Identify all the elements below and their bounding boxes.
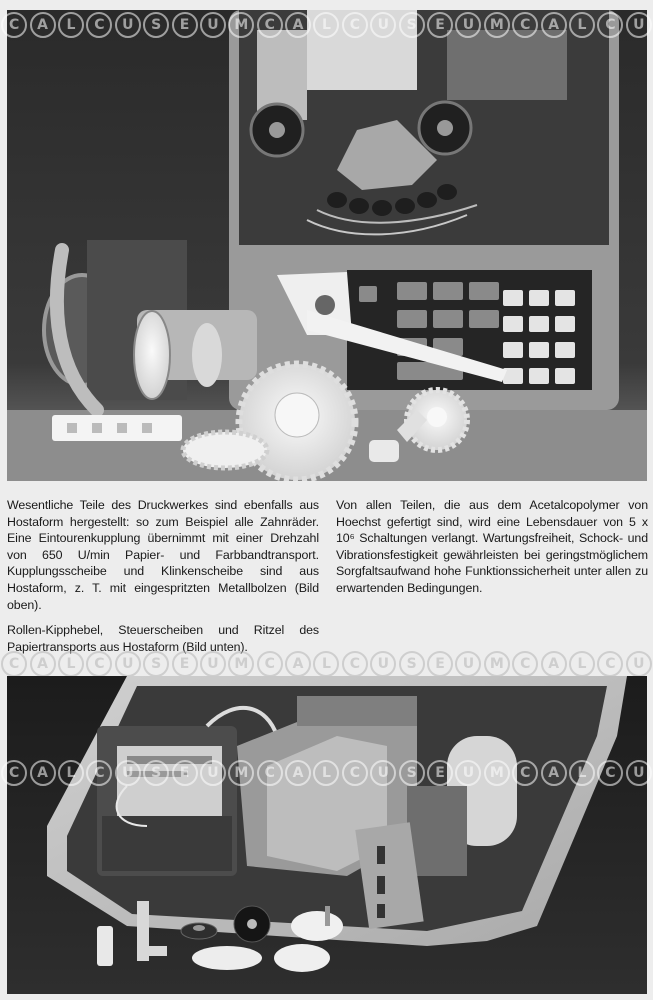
photo-printer-mechanism [7,10,647,481]
watermark-letter: M [228,760,254,786]
photo-calculator-interior [7,676,647,994]
watermark-letter: C [86,12,112,38]
watermark-letter: M [484,760,510,786]
watermark-letter: S [143,12,169,38]
watermark-letter: S [143,651,169,677]
watermark-letter: C [512,760,538,786]
watermark-letter: C [597,760,623,786]
watermark-letter: U [626,760,652,786]
watermark-letter: E [427,760,453,786]
watermark-letter: C [86,760,112,786]
watermark-letter: A [30,760,56,786]
text-column-left [7,497,319,664]
watermark-letter: U [455,651,481,677]
watermark-letter: A [285,651,311,677]
watermark-letter: U [370,760,396,786]
watermark-letter: U [200,12,226,38]
watermark-letter: U [370,651,396,677]
watermark-letter: U [626,651,652,677]
watermark-letter: U [115,651,141,677]
watermark-letter: E [172,12,198,38]
watermark-letter: L [569,651,595,677]
watermark-letter: A [30,12,56,38]
paragraph-papiertransport: Rollen-Kipphebel, Steuerscheiben und Ritzel des Papiertransports aus Hostaform (Bild unten). [7,623,319,654]
watermark-letter: U [115,760,141,786]
watermark-letter: E [172,760,198,786]
watermark-letter: U [370,12,396,38]
watermark-letter: L [58,760,84,786]
watermark-letter: U [200,651,226,677]
watermark-letter: L [313,651,339,677]
watermark-letter: A [285,760,311,786]
watermark-letter: C [257,760,283,786]
watermark-letter: L [569,760,595,786]
watermark-letter: C [512,12,538,38]
watermark-letter: U [455,760,481,786]
watermark-letter: A [541,760,567,786]
watermark-letter: C [1,12,27,38]
watermark-letter: C [342,651,368,677]
watermark-letter: C [1,760,27,786]
printer-mechanism-illustration [7,10,647,481]
watermark-letter: E [427,651,453,677]
watermark-letter: C [597,651,623,677]
watermark-letter: C [257,12,283,38]
calculator-interior-illustration [7,676,647,994]
watermark-letter: U [455,12,481,38]
watermark-letter: C [342,12,368,38]
watermark-letter: U [115,12,141,38]
watermark-letter: C [257,651,283,677]
watermark-letter: C [1,651,27,677]
watermark-letter: M [228,12,254,38]
watermark-letter: S [399,651,425,677]
paragraph-druckwerk: Wesentliche Teile des Druckwerkes sind ebenfalls aus Hostaform hergestellt: so zum Beispiel alle Zahnräder. Eine Eintourenkupplung übernimmt mit einer Drehzahl von 650 U/min Papier- und Farbbandtransport. Kupplungsscheibe und Klinkenscheibe sind aus Hostaform, z. T. mit eingespritzten Metallbolzen (Bild oben). [7,498,319,612]
watermark-letter: A [285,12,311,38]
watermark-letter: S [399,12,425,38]
watermark-letter: C [597,12,623,38]
watermark-letter: S [143,760,169,786]
watermark-letter: E [172,651,198,677]
watermark-letter: M [484,651,510,677]
watermark-letter: L [58,651,84,677]
watermark-letter: C [342,760,368,786]
watermark-letter: C [512,651,538,677]
watermark-letter: L [58,12,84,38]
watermark-letter: L [313,12,339,38]
watermark-letter: A [541,12,567,38]
paragraph-lebensdauer: Von allen Teilen, die aus dem Acetalcopolymer von Hoechst gefertigt sind, wird eine Lebensdauer von 5 x 10⁶ Schaltungen verlangt. Wartungsfreiheit, Schock- und Vibrationsfestigkeit gewährleisten bei geringstmöglichem Sorgfaltsaufwand hohe Funktionssicherheit unter allen zu erwartenden Bedingungen. [336,498,648,595]
watermark-letter: A [541,651,567,677]
watermark-letter: E [427,12,453,38]
watermark-letter: U [200,760,226,786]
watermark-letter: S [399,760,425,786]
watermark-letter: M [484,12,510,38]
watermark-letter: L [569,12,595,38]
text-column-right [336,497,648,606]
watermark-letter: U [626,12,652,38]
watermark-letter: A [30,651,56,677]
watermark-letter: C [86,651,112,677]
watermark-letter: L [313,760,339,786]
watermark-letter: M [228,651,254,677]
